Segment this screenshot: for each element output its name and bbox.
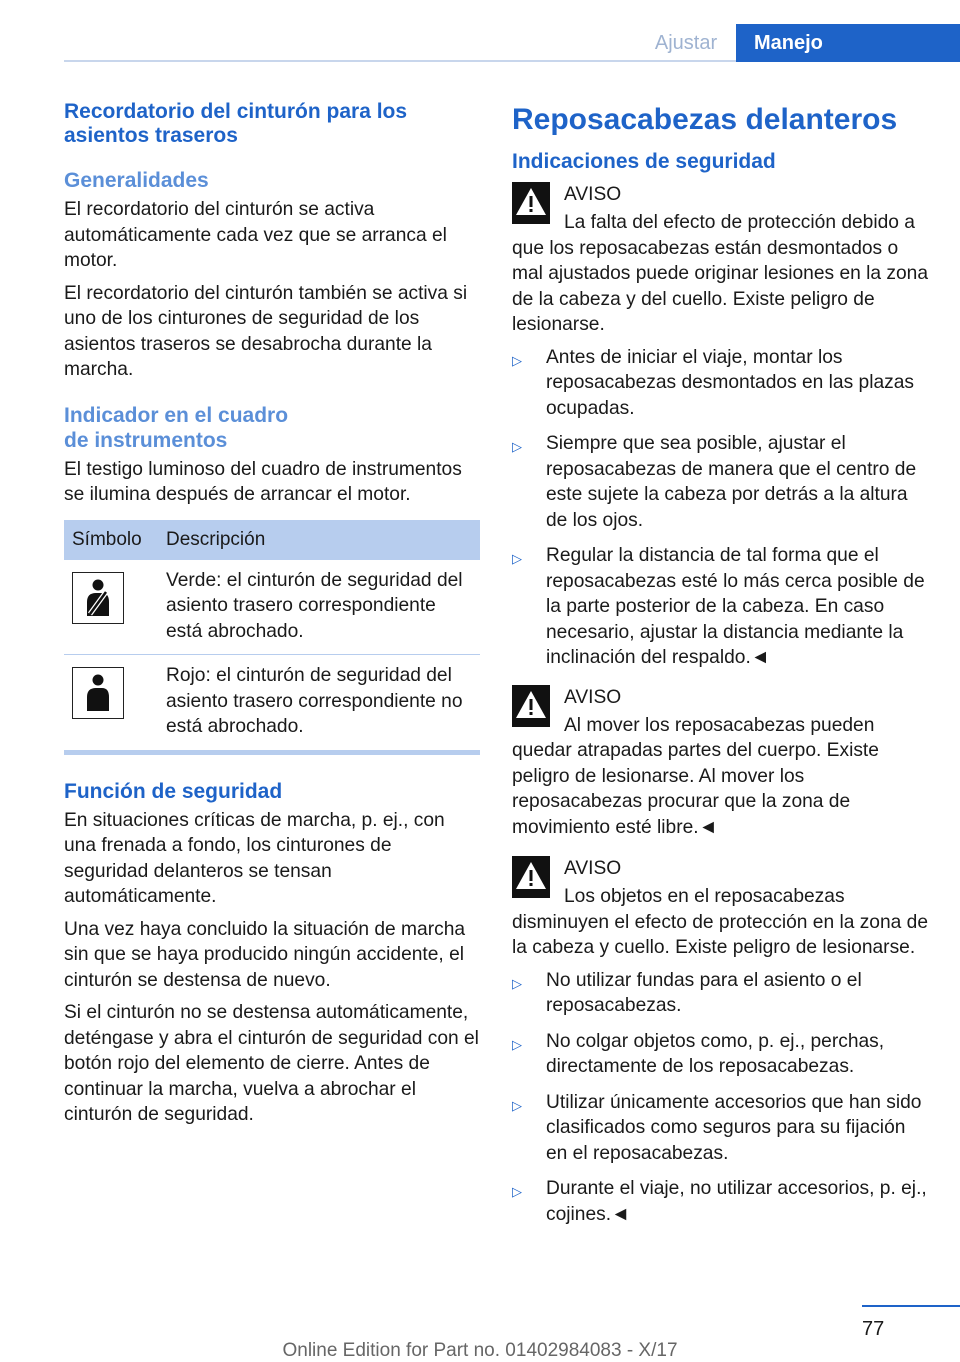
heading-funcion-seguridad: Función de seguridad [64, 779, 283, 803]
symbol-table [64, 520, 480, 750]
bullet-text: Durante el viaje, no utilizar accesorios, p. ej., cojines.◄ [546, 1178, 927, 1225]
warning-label: AVISO [564, 858, 622, 879]
heading-indicador: Indicador en el cuadro de instrumentos [64, 403, 289, 452]
seatbelt-fastened-icon [72, 572, 124, 624]
paragraph: El recordatorio del cinturón también se activa si uno de los cinturones de seguridad de los asientos traseros se desabrocha durante la marcha. [64, 282, 468, 380]
paragraph: El testigo luminoso del cuadro de instrumentos se ilumina después de arrancar el motor. [64, 458, 462, 505]
list-item [512, 543, 928, 671]
right-column [512, 100, 928, 1237]
warning-text: La falta del efecto de protección debido a que los reposacabezas están desmontados o mal ajustados puede originar lesiones en la zona de la cabeza y del cuello. Existe peligro de lesionarse. [512, 212, 928, 335]
list-item [512, 431, 928, 533]
bullet-text: No utilizar fundas para el asiento o el reposacabezas. [546, 969, 862, 1016]
paragraph: En situaciones críticas de marcha, p. ej., con una frenada a fondo, los cinturones de seguridad delanteros se tensan automáticamente. [64, 809, 445, 907]
table-row [64, 560, 480, 655]
tab-manejo[interactable]: Manejo [736, 24, 960, 62]
paragraph: El recordatorio del cinturón se activa automáticamente cada vez que se arranca el motor. [64, 199, 447, 271]
bullet-text: Utilizar únicamente accesorios que han sido clasificados como seguros para su fijación en el reposacabezas. [546, 1091, 922, 1164]
list-item [512, 1029, 928, 1080]
list-item [512, 1090, 928, 1167]
warning-icon [512, 685, 550, 727]
bullet-triangle-icon: ▷ [512, 1097, 522, 1113]
bullet-triangle-icon: ▷ [512, 352, 522, 368]
paragraph: Si el cinturón no se destensa automáticamente, deténgase y abra el cinturón de seguridad con el botón rojo del elemento de cierre. Antes de continuar la marcha, vuelva a abrochar el cinturón de seguridad. [64, 1002, 479, 1125]
footer-edition: Online Edition for Part no. 01402984083 - X/17 [282, 1340, 678, 1361]
page-title: Reposacabezas delanteros [512, 103, 898, 136]
bullet-text: Antes de iniciar el viaje, montar los reposacabezas desmontados en las plazas ocupadas. [546, 346, 914, 419]
table-end-rule [64, 750, 480, 755]
bullet-triangle-icon: ▷ [512, 1184, 522, 1199]
section-title-belt-reminder: Recordatorio del cinturón para los asientos traseros [64, 100, 408, 147]
heading-generalidades: Generalidades [64, 169, 209, 192]
bullet-text: No colgar objetos como, p. ej., perchas, directamente de los reposacabezas. [546, 1030, 885, 1077]
page-number: 77 [862, 1318, 885, 1340]
warning-label: AVISO [564, 686, 622, 708]
table-row [64, 655, 480, 750]
list-item [512, 1176, 928, 1227]
bullet-text: Regular la distancia de tal forma que el reposacabezas esté lo más cerca posible de la parte posterior de la cabeza. En caso necesario, ajustar la distancia mediante la inclinación del respaldo.◄ [546, 545, 925, 668]
seatbelt-unfastened-icon [72, 667, 124, 719]
list-item [512, 345, 928, 422]
row-description: Verde: el cinturón de seguridad del asiento trasero correspondiente está abrochado. [158, 560, 480, 655]
paragraph: Una vez haya concluido la situación de marcha sin que se haya producido ningún accidente, el cinturón se destensa de nuevo. [64, 918, 466, 991]
warning-text: Al mover los reposacabezas pueden quedar atrapadas partes del cuerpo. Existe peligro de lesionarse. Al mover los reposacabezas procurar que la zona de movimiento esté libre.◄ [512, 714, 879, 838]
bullet-text: Siempre que sea posible, ajustar el reposacabezas de manera que el centro de este sujete la cabeza por detrás a la altura de los ojos. [546, 433, 917, 531]
table-header-description: Descripción [158, 520, 480, 560]
heading-indicaciones: Indicaciones de seguridad [512, 150, 776, 173]
warning-icon [512, 856, 550, 898]
row-description: Rojo: el cinturón de seguridad del asiento trasero correspondiente no está abrochado. [166, 665, 463, 737]
table-header-symbol: Símbolo [64, 520, 158, 560]
bullet-triangle-icon: ▷ [512, 975, 522, 991]
tab-ajustar[interactable]: Ajustar [654, 31, 718, 54]
bullet-triangle-icon: ▷ [512, 439, 522, 454]
warning-label: AVISO [564, 184, 622, 205]
warning-text: Los objetos en el reposacabezas disminuyen el efecto de protección en la zona de la cabeza y cuello. Existe peligro de lesionarse. [512, 886, 928, 958]
bullet-triangle-icon: ▷ [512, 551, 522, 566]
page-number-rule [862, 1305, 960, 1307]
list-item [512, 968, 928, 1019]
warning-icon [512, 182, 550, 224]
bullet-triangle-icon: ▷ [512, 1036, 522, 1052]
left-column [64, 100, 480, 1135]
